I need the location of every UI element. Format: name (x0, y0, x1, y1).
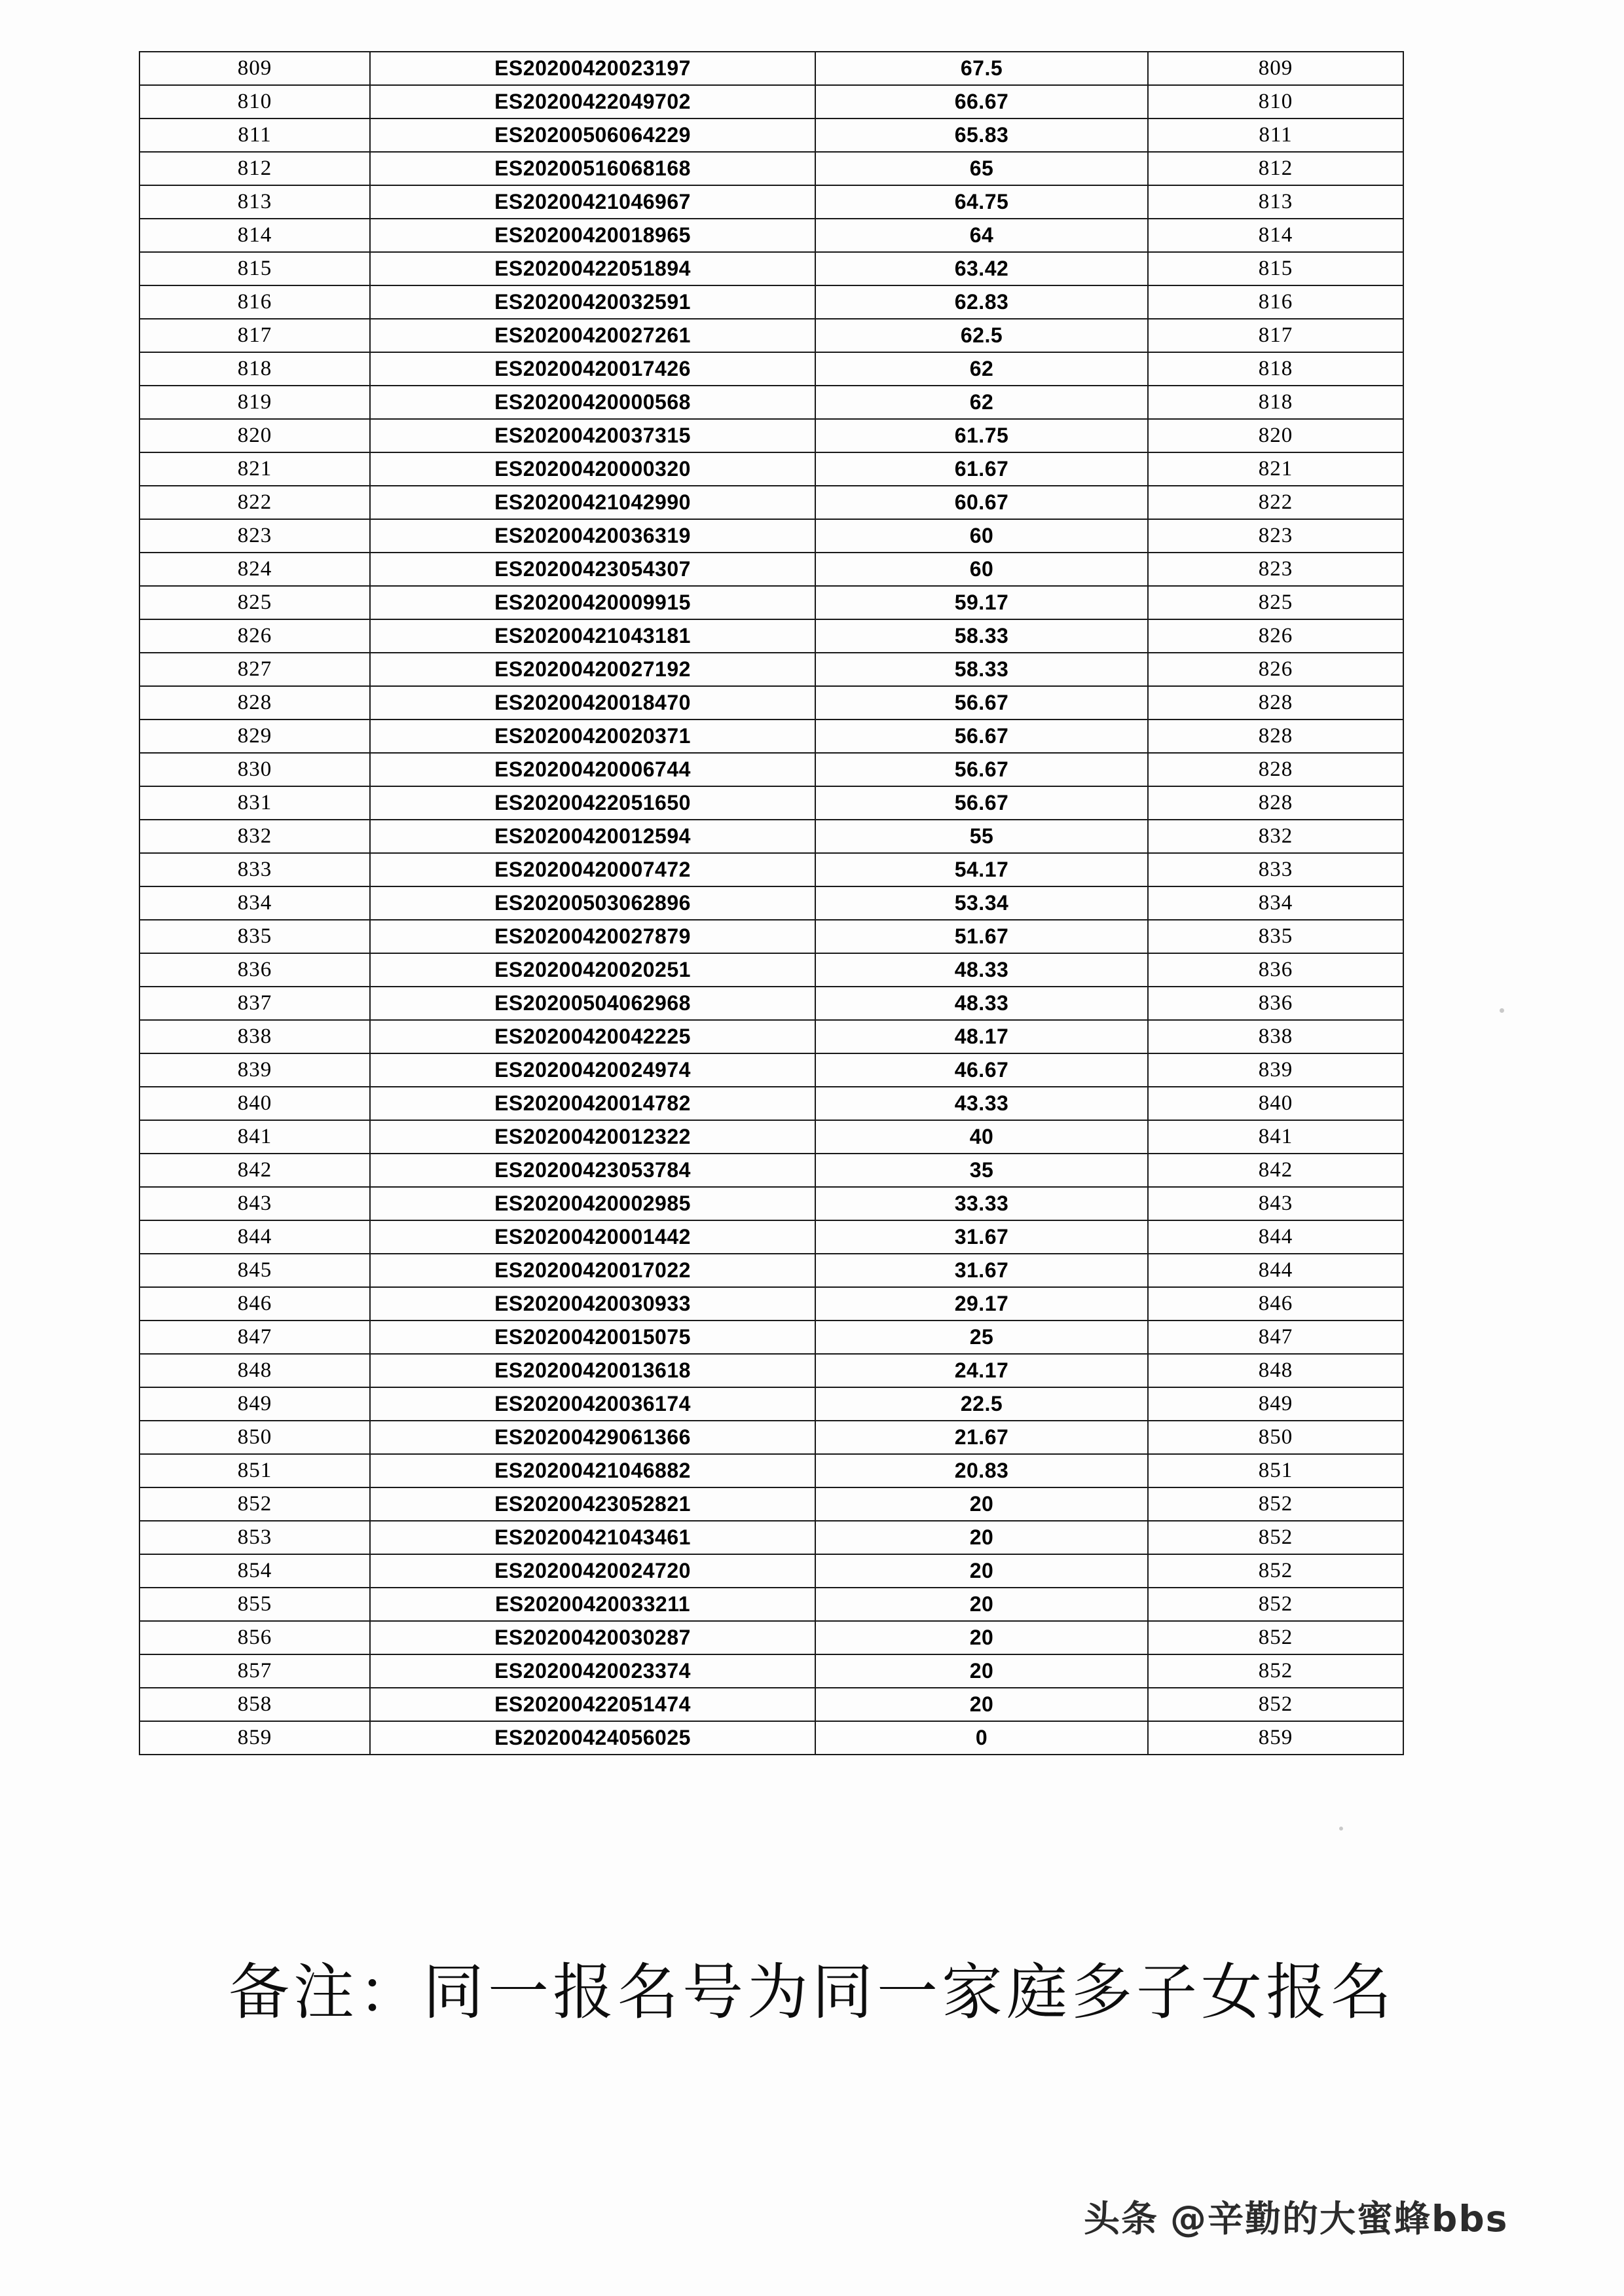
table-row (139, 85, 1403, 118)
cell-id: ES20200420017022 (370, 1254, 815, 1287)
table-row (139, 1654, 1403, 1688)
table-row (139, 1321, 1403, 1354)
ranking-table-container (139, 51, 1403, 1755)
cell-score: 64.75 (815, 185, 1148, 219)
cell-id: ES20200420030933 (370, 1287, 815, 1321)
cell-score: 20 (815, 1588, 1148, 1621)
cell-score: 60 (815, 553, 1148, 586)
table-row (139, 1187, 1403, 1220)
table-row (139, 1053, 1403, 1087)
cell-rank: 817 (1148, 319, 1403, 352)
cell-rank: 852 (1148, 1654, 1403, 1688)
cell-seq: 809 (139, 52, 370, 85)
cell-score: 48.33 (815, 953, 1148, 987)
cell-seq: 857 (139, 1654, 370, 1688)
cell-rank: 843 (1148, 1187, 1403, 1220)
cell-rank: 835 (1148, 920, 1403, 953)
cell-seq: 812 (139, 152, 370, 185)
cell-seq: 816 (139, 285, 370, 319)
cell-rank: 811 (1148, 118, 1403, 152)
cell-score: 62 (815, 386, 1148, 419)
cell-id: ES20200420024720 (370, 1554, 815, 1588)
cell-score: 48.33 (815, 987, 1148, 1020)
cell-id: ES20200422049702 (370, 85, 815, 118)
table-row (139, 619, 1403, 653)
cell-id: ES20200420020371 (370, 720, 815, 753)
cell-score: 33.33 (815, 1187, 1148, 1220)
table-row (139, 1154, 1403, 1187)
cell-id: ES20200420013618 (370, 1354, 815, 1387)
cell-id: ES20200429061366 (370, 1421, 815, 1454)
cell-rank: 847 (1148, 1321, 1403, 1354)
cell-rank: 852 (1148, 1487, 1403, 1521)
table-row (139, 1688, 1403, 1721)
table-row (139, 1020, 1403, 1053)
cell-id: ES20200421043461 (370, 1521, 815, 1554)
cell-rank: 821 (1148, 452, 1403, 486)
cell-rank: 828 (1148, 786, 1403, 820)
cell-seq: 852 (139, 1487, 370, 1521)
cell-rank: 851 (1148, 1454, 1403, 1487)
cell-id: ES20200420015075 (370, 1321, 815, 1354)
cell-id: ES20200421043181 (370, 619, 815, 653)
cell-seq: 811 (139, 118, 370, 152)
cell-rank: 828 (1148, 753, 1403, 786)
cell-score: 43.33 (815, 1087, 1148, 1120)
cell-rank: 818 (1148, 352, 1403, 386)
table-row (139, 219, 1403, 252)
cell-score: 20.83 (815, 1454, 1148, 1487)
cell-rank: 852 (1148, 1554, 1403, 1588)
cell-seq: 832 (139, 820, 370, 853)
table-row (139, 686, 1403, 720)
cell-seq: 856 (139, 1621, 370, 1654)
cell-seq: 834 (139, 886, 370, 920)
table-row (139, 853, 1403, 886)
cell-id: ES20200422051894 (370, 252, 815, 285)
cell-rank: 812 (1148, 152, 1403, 185)
table-row (139, 1421, 1403, 1454)
cell-score: 56.67 (815, 753, 1148, 786)
cell-id: ES20200516068168 (370, 152, 815, 185)
cell-rank: 810 (1148, 85, 1403, 118)
cell-id: ES20200420001442 (370, 1220, 815, 1254)
cell-score: 54.17 (815, 853, 1148, 886)
cell-id: ES20200503062896 (370, 886, 815, 920)
cell-score: 31.67 (815, 1220, 1148, 1254)
table-row (139, 953, 1403, 987)
cell-id: ES20200420030287 (370, 1621, 815, 1654)
cell-id: ES20200420000568 (370, 386, 815, 419)
table-row (139, 452, 1403, 486)
cell-seq: 821 (139, 452, 370, 486)
cell-id: ES20200420018470 (370, 686, 815, 720)
cell-seq: 838 (139, 1020, 370, 1053)
cell-rank: 839 (1148, 1053, 1403, 1087)
cell-id: ES20200424056025 (370, 1721, 815, 1755)
table-row (139, 786, 1403, 820)
cell-seq: 830 (139, 753, 370, 786)
cell-score: 29.17 (815, 1287, 1148, 1321)
cell-score: 62 (815, 352, 1148, 386)
cell-score: 20 (815, 1554, 1148, 1588)
cell-rank: 836 (1148, 987, 1403, 1020)
cell-score: 61.67 (815, 452, 1148, 486)
cell-id: ES20200420027192 (370, 653, 815, 686)
cell-id: ES20200420017426 (370, 352, 815, 386)
cell-rank: 823 (1148, 553, 1403, 586)
table-row (139, 753, 1403, 786)
cell-score: 53.34 (815, 886, 1148, 920)
cell-seq: 815 (139, 252, 370, 285)
table-row (139, 52, 1403, 85)
footer-note: 备注：同一报名号为同一家庭多子女报名 (229, 1957, 1395, 2028)
cell-id: ES20200420036174 (370, 1387, 815, 1421)
table-row (139, 1387, 1403, 1421)
table-row (139, 1354, 1403, 1387)
cell-score: 46.67 (815, 1053, 1148, 1087)
cell-seq: 835 (139, 920, 370, 953)
cell-seq: 853 (139, 1521, 370, 1554)
cell-score: 20 (815, 1521, 1148, 1554)
cell-id: ES20200422051474 (370, 1688, 815, 1721)
cell-id: ES20200420007472 (370, 853, 815, 886)
table-row (139, 1487, 1403, 1521)
table-row (139, 820, 1403, 853)
cell-rank: 848 (1148, 1354, 1403, 1387)
cell-id: ES20200422051650 (370, 786, 815, 820)
table-row (139, 1220, 1403, 1254)
table-row (139, 920, 1403, 953)
cell-score: 25 (815, 1321, 1148, 1354)
cell-score: 21.67 (815, 1421, 1148, 1454)
table-row (139, 386, 1403, 419)
table-row (139, 720, 1403, 753)
table-row (139, 519, 1403, 553)
cell-score: 22.5 (815, 1387, 1148, 1421)
table-row (139, 1621, 1403, 1654)
cell-score: 62.83 (815, 285, 1148, 319)
cell-score: 62.5 (815, 319, 1148, 352)
cell-id: ES20200420009915 (370, 586, 815, 619)
cell-seq: 818 (139, 352, 370, 386)
cell-score: 20 (815, 1487, 1148, 1521)
cell-rank: 828 (1148, 720, 1403, 753)
table-row (139, 653, 1403, 686)
table-row (139, 886, 1403, 920)
cell-score: 56.67 (815, 720, 1148, 753)
cell-seq: 822 (139, 486, 370, 519)
cell-id: ES20200504062968 (370, 987, 815, 1020)
table-row (139, 152, 1403, 185)
cell-id: ES20200420033211 (370, 1588, 815, 1621)
cell-score: 51.67 (815, 920, 1148, 953)
cell-rank: 826 (1148, 619, 1403, 653)
cell-id: ES20200420012322 (370, 1120, 815, 1154)
cell-seq: 843 (139, 1187, 370, 1220)
cell-rank: 813 (1148, 185, 1403, 219)
table-row (139, 419, 1403, 452)
cell-id: ES20200506064229 (370, 118, 815, 152)
cell-seq: 846 (139, 1287, 370, 1321)
cell-rank: 834 (1148, 886, 1403, 920)
table-row (139, 486, 1403, 519)
cell-score: 35 (815, 1154, 1148, 1187)
cell-seq: 810 (139, 85, 370, 118)
cell-rank: 816 (1148, 285, 1403, 319)
cell-seq: 854 (139, 1554, 370, 1588)
cell-id: ES20200423052821 (370, 1487, 815, 1521)
cell-seq: 831 (139, 786, 370, 820)
cell-id: ES20200420037315 (370, 419, 815, 452)
cell-rank: 818 (1148, 386, 1403, 419)
cell-seq: 828 (139, 686, 370, 720)
cell-rank: 849 (1148, 1387, 1403, 1421)
scan-speck (1339, 1827, 1343, 1831)
cell-id: ES20200420027879 (370, 920, 815, 953)
cell-rank: 826 (1148, 653, 1403, 686)
cell-rank: 809 (1148, 52, 1403, 85)
cell-rank: 833 (1148, 853, 1403, 886)
table-row (139, 1254, 1403, 1287)
table-row (139, 1554, 1403, 1588)
cell-score: 24.17 (815, 1354, 1148, 1387)
cell-score: 48.17 (815, 1020, 1148, 1053)
cell-seq: 833 (139, 853, 370, 886)
cell-rank: 823 (1148, 519, 1403, 553)
cell-score: 60.67 (815, 486, 1148, 519)
cell-rank: 825 (1148, 586, 1403, 619)
cell-seq: 849 (139, 1387, 370, 1421)
cell-score: 67.5 (815, 52, 1148, 85)
ranking-table (139, 51, 1404, 1755)
cell-id: ES20200420023374 (370, 1654, 815, 1688)
cell-seq: 847 (139, 1321, 370, 1354)
cell-seq: 826 (139, 619, 370, 653)
cell-id: ES20200420036319 (370, 519, 815, 553)
table-row (139, 586, 1403, 619)
cell-rank: 841 (1148, 1120, 1403, 1154)
cell-id: ES20200420023197 (370, 52, 815, 85)
cell-score: 64 (815, 219, 1148, 252)
cell-rank: 850 (1148, 1421, 1403, 1454)
table-row (139, 352, 1403, 386)
ranking-table-body (139, 52, 1403, 1755)
table-row (139, 1588, 1403, 1621)
cell-score: 40 (815, 1120, 1148, 1154)
cell-rank: 820 (1148, 419, 1403, 452)
cell-rank: 844 (1148, 1254, 1403, 1287)
table-row (139, 285, 1403, 319)
cell-seq: 842 (139, 1154, 370, 1187)
cell-seq: 819 (139, 386, 370, 419)
cell-id: ES20200420000320 (370, 452, 815, 486)
cell-id: ES20200420020251 (370, 953, 815, 987)
cell-id: ES20200420012594 (370, 820, 815, 853)
cell-id: ES20200423054307 (370, 553, 815, 586)
cell-rank: 822 (1148, 486, 1403, 519)
cell-rank: 846 (1148, 1287, 1403, 1321)
cell-rank: 836 (1148, 953, 1403, 987)
cell-id: ES20200420027261 (370, 319, 815, 352)
cell-seq: 820 (139, 419, 370, 452)
cell-rank: 815 (1148, 252, 1403, 285)
table-row (139, 118, 1403, 152)
table-row (139, 1287, 1403, 1321)
cell-seq: 850 (139, 1421, 370, 1454)
watermark-platform-label: 头条 (1084, 2198, 1159, 2240)
cell-seq: 858 (139, 1688, 370, 1721)
table-row (139, 1521, 1403, 1554)
cell-id: ES20200421046967 (370, 185, 815, 219)
cell-id: ES20200420042225 (370, 1020, 815, 1053)
cell-rank: 842 (1148, 1154, 1403, 1187)
watermark (1084, 2190, 1509, 2242)
cell-seq: 814 (139, 219, 370, 252)
cell-id: ES20200423053784 (370, 1154, 815, 1187)
cell-rank: 840 (1148, 1087, 1403, 1120)
table-row (139, 319, 1403, 352)
cell-score: 58.33 (815, 619, 1148, 653)
cell-score: 63.42 (815, 252, 1148, 285)
cell-score: 61.75 (815, 419, 1148, 452)
cell-seq: 859 (139, 1721, 370, 1755)
cell-rank: 852 (1148, 1688, 1403, 1721)
cell-score: 56.67 (815, 686, 1148, 720)
cell-id: ES20200420024974 (370, 1053, 815, 1087)
cell-id: ES20200420032591 (370, 285, 815, 319)
cell-score: 60 (815, 519, 1148, 553)
cell-seq: 855 (139, 1588, 370, 1621)
cell-seq: 813 (139, 185, 370, 219)
cell-score: 20 (815, 1688, 1148, 1721)
table-row (139, 553, 1403, 586)
cell-seq: 824 (139, 553, 370, 586)
cell-id: ES20200420006744 (370, 753, 815, 786)
cell-seq: 839 (139, 1053, 370, 1087)
cell-rank: 852 (1148, 1588, 1403, 1621)
cell-id: ES20200420002985 (370, 1187, 815, 1220)
cell-rank: 838 (1148, 1020, 1403, 1053)
cell-rank: 814 (1148, 219, 1403, 252)
cell-rank: 844 (1148, 1220, 1403, 1254)
cell-score: 58.33 (815, 653, 1148, 686)
table-row (139, 987, 1403, 1020)
watermark-handle-label: @辛勤的大蜜蜂bbs (1170, 2198, 1509, 2240)
cell-score: 20 (815, 1621, 1148, 1654)
cell-seq: 851 (139, 1454, 370, 1487)
cell-seq: 836 (139, 953, 370, 987)
table-row (139, 1721, 1403, 1755)
table-row (139, 1120, 1403, 1154)
cell-id: ES20200421042990 (370, 486, 815, 519)
cell-seq: 848 (139, 1354, 370, 1387)
cell-score: 66.67 (815, 85, 1148, 118)
cell-score: 55 (815, 820, 1148, 853)
cell-score: 31.67 (815, 1254, 1148, 1287)
cell-score: 0 (815, 1721, 1148, 1755)
cell-rank: 859 (1148, 1721, 1403, 1755)
cell-score: 65 (815, 152, 1148, 185)
cell-seq: 844 (139, 1220, 370, 1254)
scan-speck (1500, 1008, 1504, 1013)
cell-score: 56.67 (815, 786, 1148, 820)
cell-id: ES20200420014782 (370, 1087, 815, 1120)
cell-rank: 852 (1148, 1621, 1403, 1654)
cell-score: 59.17 (815, 586, 1148, 619)
cell-seq: 840 (139, 1087, 370, 1120)
cell-seq: 845 (139, 1254, 370, 1287)
cell-seq: 841 (139, 1120, 370, 1154)
cell-score: 20 (815, 1654, 1148, 1688)
cell-seq: 817 (139, 319, 370, 352)
table-row (139, 1454, 1403, 1487)
table-row (139, 185, 1403, 219)
cell-seq: 823 (139, 519, 370, 553)
cell-rank: 832 (1148, 820, 1403, 853)
cell-rank: 852 (1148, 1521, 1403, 1554)
cell-seq: 829 (139, 720, 370, 753)
cell-seq: 837 (139, 987, 370, 1020)
cell-rank: 828 (1148, 686, 1403, 720)
cell-id: ES20200421046882 (370, 1454, 815, 1487)
cell-id: ES20200420018965 (370, 219, 815, 252)
table-row (139, 1087, 1403, 1120)
cell-seq: 827 (139, 653, 370, 686)
cell-seq: 825 (139, 586, 370, 619)
cell-score: 65.83 (815, 118, 1148, 152)
table-row (139, 252, 1403, 285)
